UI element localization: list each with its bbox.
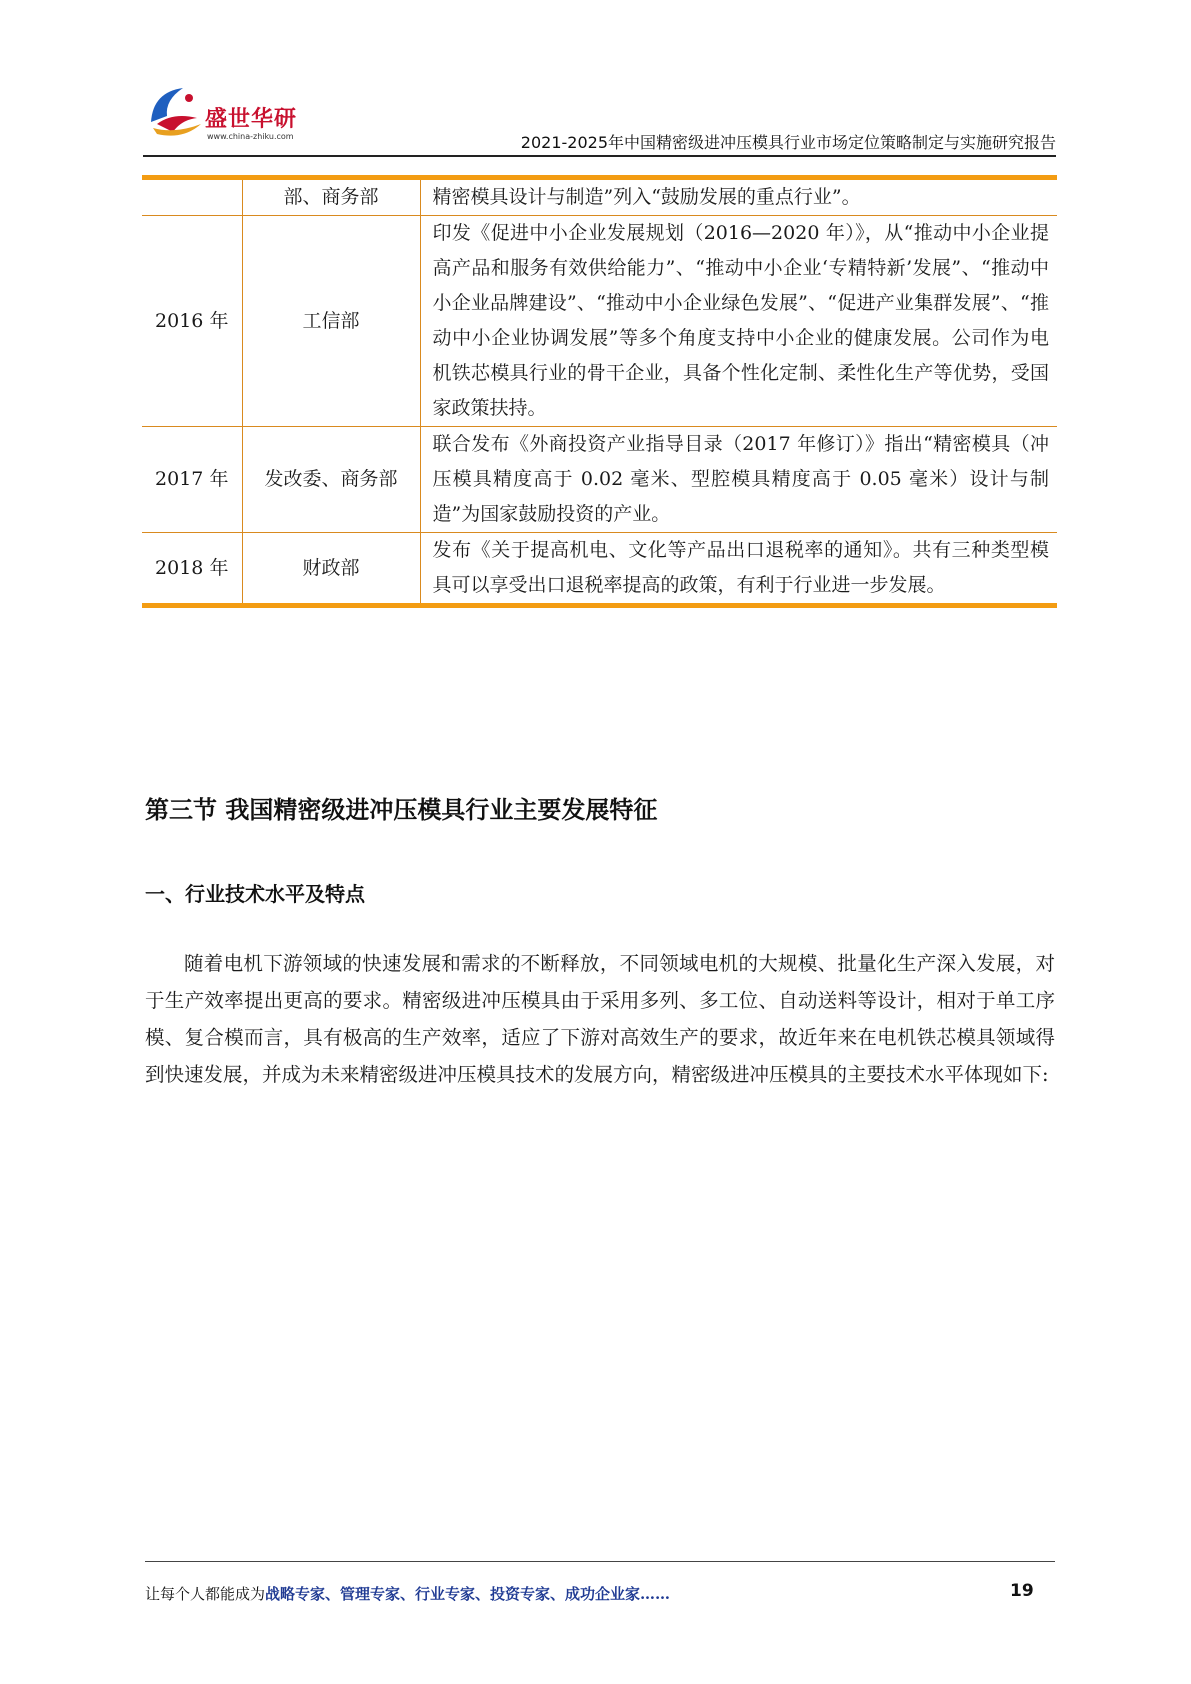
company-logo bbox=[143, 82, 323, 152]
table-row bbox=[142, 427, 1057, 533]
report-title: 2021-2025年中国精密级进冲压模具行业市场定位策略制定与实施研究报告 bbox=[520, 133, 1056, 152]
slogan-prefix: 让每个人都能成为 bbox=[145, 1585, 266, 1603]
table-cell-year: 2016 年 bbox=[142, 216, 242, 427]
section-title: 第三节 我国精密级进冲压模具行业主要发展特征 bbox=[145, 796, 658, 824]
logo-name: 盛世华研 bbox=[205, 107, 298, 132]
footer-divider bbox=[145, 1561, 1055, 1562]
table-row bbox=[142, 178, 1057, 216]
table-cell-desc: 印发《促进中小企业发展规划（2016—2020 年）》，从“推动中小企业提高产品和服务有效供给能力”、“推动中小企业‘专精特新’发展”、“推动中小企业品牌建设”、“推动中小企业绿色发展”、“促进产业集群发展”、“推动中小企业协调发展”等多个角度支持中小企业的健康发展。公司作为电机铁芯模具行业的骨干企业，具备个性化定制、柔性化生产等优势，受国家政策扶持。 bbox=[420, 216, 1057, 427]
table-row bbox=[142, 216, 1057, 427]
table-cell-year: 2018 年 bbox=[142, 533, 242, 606]
table-cell-dept: 发改委、商务部 bbox=[242, 427, 420, 533]
footer-slogan bbox=[145, 1583, 670, 1604]
table-cell-desc: 联合发布《外商投资产业指导目录（2017 年修订）》指出“精密模具（冲压模具精度高于 0.02 毫米、型腔模具精度高于 0.05 毫米）设计与制造”为国家鼓励投资的产业。 bbox=[420, 427, 1057, 533]
table-row bbox=[142, 533, 1057, 606]
table-cell-desc: 发布《关于提高机电、文化等产品出口退税率的通知》。共有三种类型模具可以享受出口退税率提高的政策，有利于行业进一步发展。 bbox=[420, 533, 1057, 606]
logo-url: www.china-zhiku.com bbox=[207, 132, 294, 141]
table-cell-year bbox=[142, 178, 242, 216]
table-cell-dept: 财政部 bbox=[242, 533, 420, 606]
body-paragraph: 随着电机下游领域的快速发展和需求的不断释放，不同领域电机的大规模、批量化生产深入发展，对于生产效率提出更高的要求。精密级进冲压模具由于采用多列、多工位、自动送料等设计，相对于单工序模、复合模而言，具有极高的生产效率，适应了下游对高效生产的要求，故近年来在电机铁芯模具领域得到快速发展，并成为未来精密级进冲压模具技术的发展方向，精密级进冲压模具的主要技术水平体现如下: bbox=[145, 952, 1055, 1086]
table-cell-desc: 精密模具设计与制造”列入“鼓励发展的重点行业”。 bbox=[420, 178, 1057, 216]
table-cell-dept: 部、商务部 bbox=[242, 178, 420, 216]
sub-title: 一、行业技术水平及特点 bbox=[145, 882, 365, 906]
table-cell-year: 2017 年 bbox=[142, 427, 242, 533]
page-header bbox=[143, 82, 1056, 160]
page-number: 19 bbox=[1010, 1581, 1034, 1601]
slogan-highlight: 战略专家、管理专家、行业专家、投资专家、成功企业家…… bbox=[265, 1585, 671, 1603]
logo-icon bbox=[143, 82, 213, 142]
header-divider bbox=[143, 155, 1056, 157]
table-cell-dept: 工信部 bbox=[242, 216, 420, 427]
policy-table bbox=[142, 175, 1057, 608]
